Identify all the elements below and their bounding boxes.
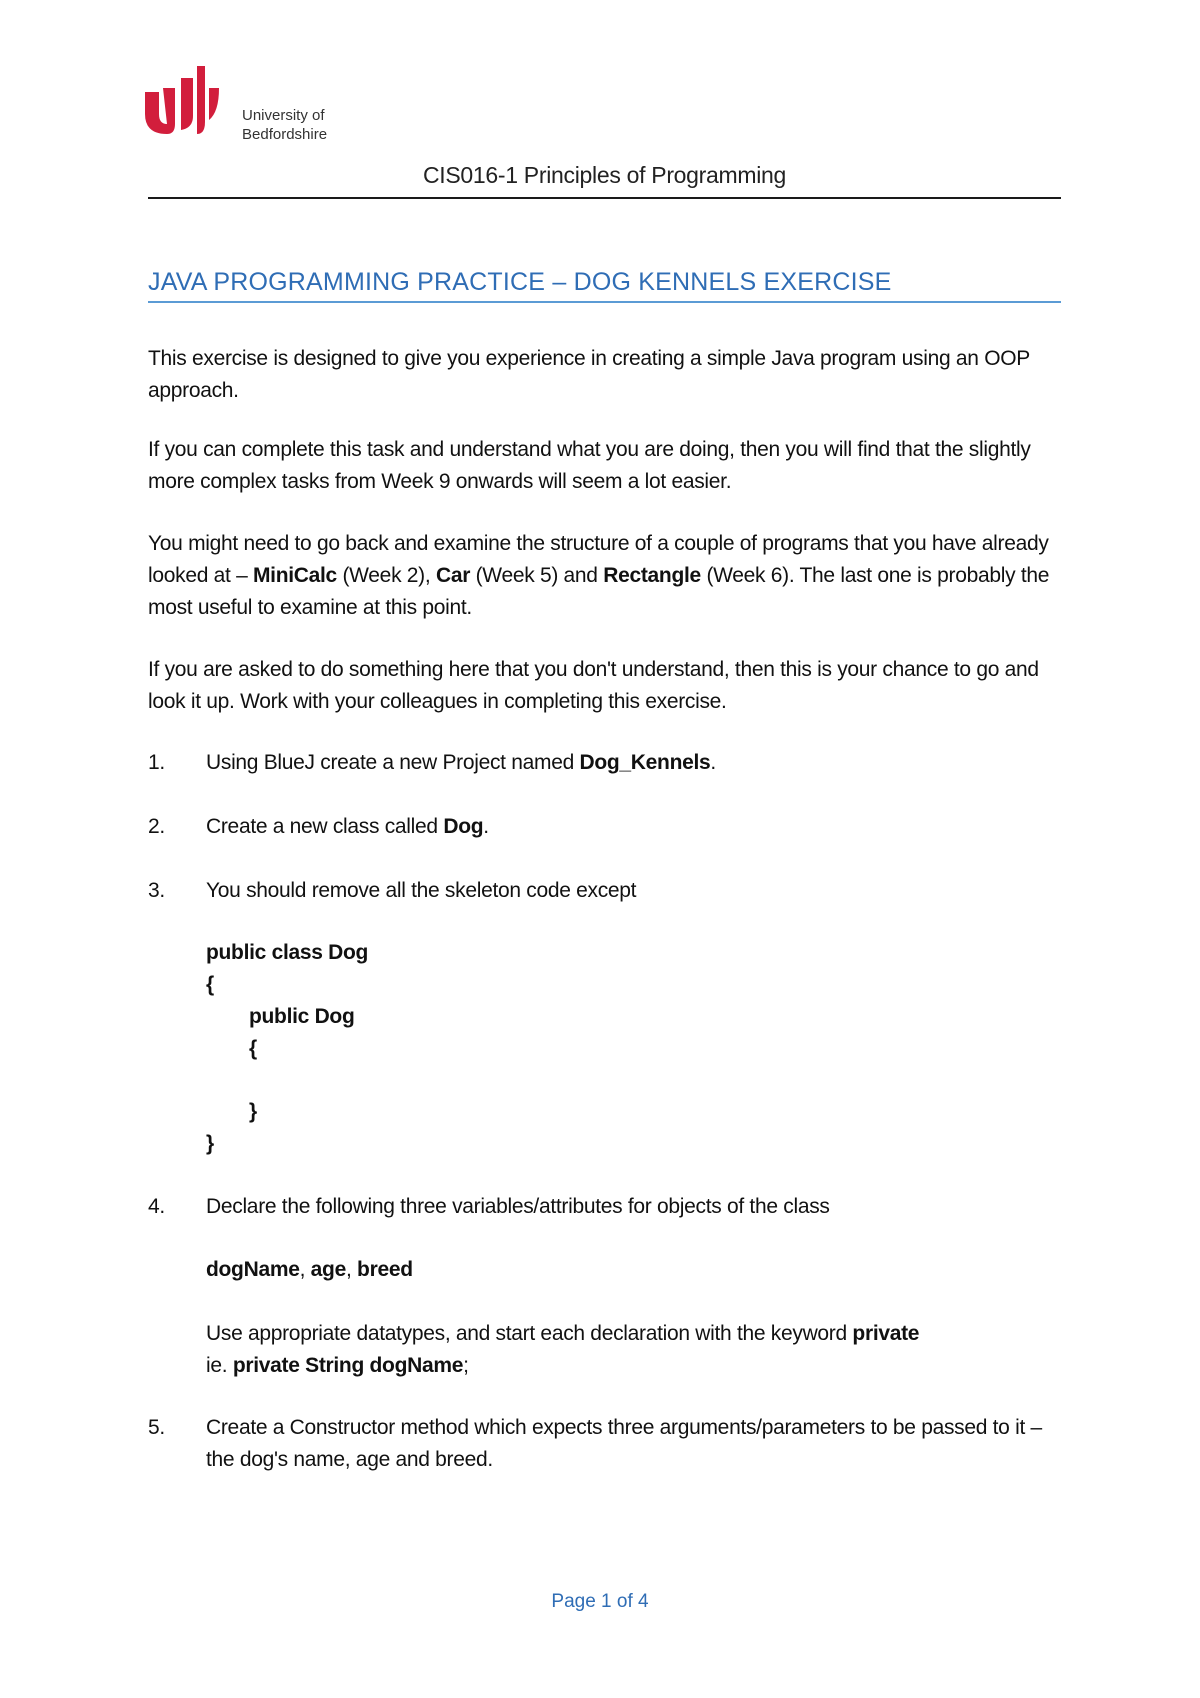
p3-text-c2: (Week 5) and [470, 564, 604, 587]
step-2-after: . [483, 815, 489, 838]
var-sep-2: , [345, 1258, 358, 1281]
var-dogname: dogName [206, 1258, 300, 1281]
var-breed: breed [357, 1258, 413, 1281]
step-5-number: 5. [148, 1416, 165, 1439]
intro-paragraph-1: This exercise is designed to give you experience in creating a simple Java program using an OOP approach. [148, 347, 1030, 402]
step-2-label: Create a new class called [206, 815, 444, 838]
intro-paragraph-3 [148, 528, 1061, 624]
step-4-ie: ie. [206, 1354, 233, 1377]
step-4-text: Declare the following three variables/attributes for objects of the class [206, 1195, 830, 1218]
step-5-text: Create a Constructor method which expects three arguments/parameters to be passed to it – the dog's name, age and breed. [206, 1416, 1042, 1471]
step-4-example-code: private String dogName [232, 1354, 464, 1377]
step-1-label: Using BlueJ create a new Project named [206, 751, 580, 774]
p3-minicalc: MiniCalc [252, 564, 337, 587]
step-3-text: You should remove all the skeleton code except [206, 879, 637, 902]
logo-wordmark [242, 106, 327, 144]
step-4-note-text: Use appropriate datatypes, and start each declaration with the keyword [206, 1322, 853, 1345]
code-line-4: { [249, 1037, 257, 1060]
var-age: age [310, 1258, 346, 1281]
code-line-1: public class Dog [206, 941, 369, 964]
step-3-number: 3. [148, 879, 165, 902]
code-line-3: public Dog [249, 1005, 355, 1028]
step-1-number: 1. [148, 751, 165, 774]
logo-line-2: Bedfordshire [242, 126, 328, 143]
variable-list [206, 1258, 413, 1282]
document-title: JAVA PROGRAMMING PRACTICE – DOG KENNELS EXERCISE [148, 268, 892, 296]
p3-car: Car [435, 564, 471, 587]
step-1-after: . [710, 751, 716, 774]
p3-rectangle: Rectangle [603, 564, 701, 587]
p3-text-a: You might need to go back and examine the structure of a couple of programs that you have already looked at – [148, 532, 1049, 587]
step-4-example [206, 1350, 1066, 1382]
intro-paragraph-4: If you are asked to do something here that you don't understand, then this is your chance to go and look it up. Work with your colleagues in completing this exercise. [148, 658, 1039, 713]
title-rule [148, 301, 1061, 303]
step-1-text [206, 747, 1066, 779]
step-2-bold: Dog [443, 815, 484, 838]
header-rule [148, 197, 1061, 199]
step-2-text [206, 811, 1066, 843]
step-4-example-after: ; [463, 1354, 469, 1377]
p3-text-c1: (Week 2), [336, 564, 436, 587]
step-4-number: 4. [148, 1195, 165, 1218]
step-2-number: 2. [148, 815, 165, 838]
step-4-note-keyword: private [852, 1322, 920, 1345]
step-4-note [206, 1318, 1066, 1350]
page-number: Page 1 of 4 [551, 1591, 649, 1612]
var-sep-1: , [299, 1258, 311, 1281]
code-line-5: } [249, 1100, 257, 1123]
code-line-2: { [206, 973, 214, 996]
course-title: CIS016-1 Principles of Programming [422, 162, 787, 188]
logo-line-1: University of [242, 107, 325, 124]
intro-paragraph-2: If you can complete this task and understand what you are doing, then you will find that the slightly more complex tasks from Week 9 onwards will seem a lot easier. [148, 438, 1031, 493]
step-1-bold: Dog_Kennels [579, 751, 711, 774]
code-line-6: } [206, 1132, 214, 1155]
p3-text-c3: (Week 6). The last one is probably the most useful to examine at this point. [148, 564, 1050, 619]
